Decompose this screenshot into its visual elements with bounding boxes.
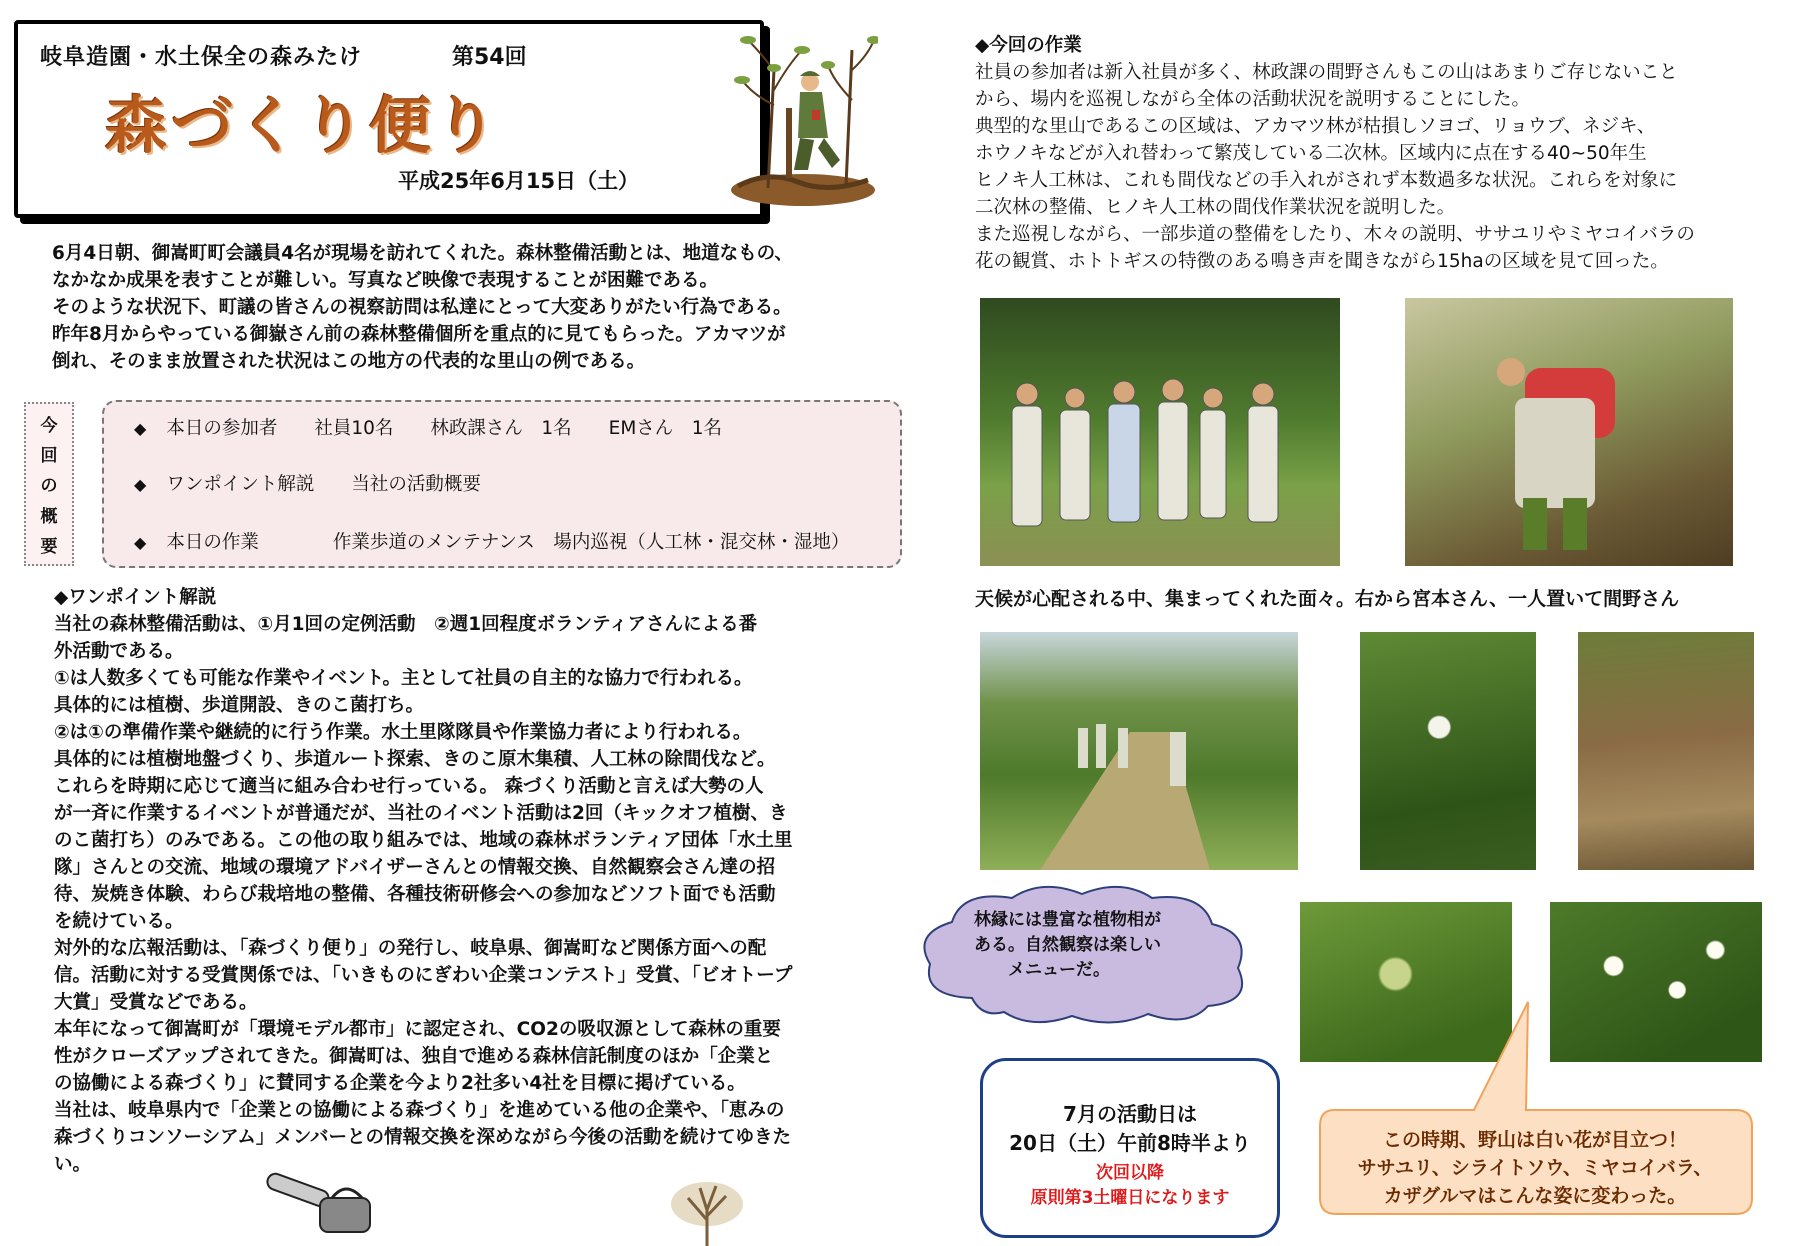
onepoint-line: 森づくりコンソーシアム」メンバーとの情報交換を深めながら今後の活動を続けてゆきた bbox=[54, 1127, 792, 1148]
onepoint-heading: ◆ワンポイント解説 bbox=[54, 587, 217, 608]
diamond-bullet-icon: ◆ bbox=[134, 475, 147, 494]
issue-number: 第54回 bbox=[452, 45, 527, 70]
callout-text bbox=[1320, 1126, 1750, 1210]
work-line: 二次林の整備、ヒノキ人工林の間伐作業状況を説明した。 bbox=[975, 197, 1456, 218]
trail-walk-photo bbox=[980, 632, 1298, 870]
series-title: 岐阜造園・水土保全の森みたけ bbox=[40, 45, 363, 70]
next-activity-datetime: 20日（土）午前8時半より bbox=[1009, 1131, 1251, 1155]
issue-date: 平成25年6月15日（土） bbox=[398, 169, 640, 193]
callout-line: カザグルマはこんな姿に変わった。 bbox=[1383, 1185, 1687, 1207]
overview-row-text: 本日の参加者 社員10名 林政課さん 1名 EMさん 1名 bbox=[166, 418, 723, 439]
onepoint-line: が一斉に作業するイベントが普通だが、当社のイベント活動は2回（キックオフ植樹、き bbox=[54, 803, 788, 824]
work-line: ホウノキなどが入れ替わって繁茂している二次林。区域内に点在する40~50年生 bbox=[975, 143, 1647, 164]
trail-figures bbox=[980, 632, 1298, 870]
overview-row-work bbox=[134, 528, 849, 554]
overview-label-char: の bbox=[40, 476, 58, 497]
next-activity-heading: 7月の活動日は bbox=[1063, 1102, 1197, 1126]
work-heading: ◆今回の作業 bbox=[975, 35, 1082, 56]
digging-photo bbox=[1405, 298, 1733, 566]
intro-paragraph bbox=[52, 240, 932, 375]
intro-line: そのような状況下、町議の皆さんの視察訪問は私達にとって大変ありがたい行為である。 bbox=[52, 297, 792, 318]
overview-label-char: 概 bbox=[40, 506, 58, 527]
onepoint-line: のこ菌打ち）のみである。この他の取り組みでは、地域の森林ボランティア団体「水土里 bbox=[54, 830, 793, 851]
onepoint-section bbox=[54, 584, 914, 1178]
tree-icon bbox=[664, 1176, 750, 1246]
onepoint-line: 具体的には植樹、歩道開設、きのこ菌打ち。 bbox=[54, 695, 425, 716]
onepoint-line: の協働による森づくり」に賛同する企業を今より2社多い4社を目標に掲げている。 bbox=[54, 1073, 746, 1094]
onepoint-line: を続けている。 bbox=[54, 911, 184, 932]
onepoint-line: い。 bbox=[54, 1154, 92, 1175]
intro-line: 倒れ、そのまま放置された状況はこの地方の代表的な里山の例である。 bbox=[52, 351, 646, 372]
work-line: 典型的な里山であるこの区域は、アカマツ林が枯損しソヨゴ、リョウブ、ネジキ、 bbox=[975, 116, 1656, 137]
onepoint-line: 外活動である。 bbox=[54, 641, 184, 662]
overview-label-char: 要 bbox=[40, 537, 58, 558]
worker-figure bbox=[1405, 298, 1733, 566]
next-activity-note: 原則第3土曜日になります bbox=[1030, 1188, 1230, 1208]
cloud-line: 林縁には豊富な植物相が bbox=[974, 910, 1161, 930]
onepoint-line: 本年になって御嵩町が「環境モデル都市」に認定され、CO2の吸収源として森林の重要 bbox=[54, 1019, 781, 1040]
overview-row-participants bbox=[134, 414, 722, 440]
diamond-bullet-icon: ◆ bbox=[134, 419, 147, 438]
intro-line: 昨年8月からやっている御嶽さん前の森林整備個所を重点的に見てもらった。アカマツが bbox=[52, 324, 786, 345]
intro-line: 6月4日朝、御嵩町町会議員4名が現場を訪れてくれた。森林整備活動とは、地道なもの、 bbox=[52, 243, 793, 264]
onepoint-line: 当社は、岐阜県内で「企業との協働による森づくり」を進めている他の企業や、「恵みの bbox=[54, 1100, 785, 1121]
work-line: 花の観賞、ホトトギスの特徴のある鳴き声を聞きながら15haの区域を見て回った。 bbox=[975, 251, 1669, 272]
onepoint-line: これらを時期に応じて適当に組み合わせ行っている。 森づくり活動と言えば大勢の人 bbox=[54, 776, 764, 797]
onepoint-line: 性がクローズアップされてきた。御嵩町は、独自で進める森林信託制度のほか「企業と bbox=[54, 1046, 774, 1067]
onepoint-line: 具体的には植樹地盤づくり、歩道ルート探索、きのこ原木集積、人工林の除間伐など。 bbox=[54, 749, 776, 770]
forester-illustration bbox=[728, 10, 878, 210]
work-line: 社員の参加者は新入社員が多く、林政課の間野さんもこの山はあまりご存じないこと bbox=[975, 62, 1678, 83]
overview-row-text: ワンポイント解説 当社の活動概要 bbox=[166, 474, 481, 495]
group-photo-caption: 天候が心配される中、集まってくれた面々。右から宮本さん、一人置いて間野さん bbox=[975, 588, 1680, 610]
overview-row-onepoint bbox=[134, 470, 481, 496]
overview-label bbox=[24, 402, 74, 566]
overview-label-char: 回 bbox=[40, 446, 58, 467]
cloud-text bbox=[974, 908, 1214, 983]
overview-row-text: 本日の作業 作業歩道のメンテナンス 場内巡視（人工林・混交林・湿地） bbox=[166, 532, 850, 553]
onepoint-line: ②は①の準備作業や継続的に行う作業。水土里隊隊員や作業協力者により行われる。 bbox=[54, 722, 752, 743]
group-photo bbox=[980, 298, 1340, 566]
onepoint-line: 大賞」受賞などである。 bbox=[54, 992, 258, 1013]
group-figures bbox=[980, 298, 1340, 566]
white-flower-stalk-photo bbox=[1578, 632, 1754, 870]
onepoint-line: 待、炭焼き体験、わらび栽培地の整備、各種技術研修会への参加などソフト面でも活動 bbox=[54, 884, 776, 905]
onepoint-line: 隊」さんとの交流、地域の環境アドバイザーさんとの情報交換、自然観察会さん達の招 bbox=[54, 857, 776, 878]
onepoint-line: ①は人数多くても可能な作業やイベント。主として社員の自主的な協力で行われる。 bbox=[54, 668, 753, 689]
work-line: ヒノキ人工林は、これも間伐などの手入れがされず本数過多な状況。これらを対象に bbox=[975, 170, 1678, 191]
work-section bbox=[975, 32, 1795, 275]
onepoint-line: 信。活動に対する受賞関係では、「いきものにぎわい企業コンテスト」受賞、「ビオトープ bbox=[54, 965, 793, 986]
next-activity-note: 次回以降 bbox=[1096, 1163, 1164, 1183]
callout-line: ササユリ、シライトソウ、ミヤコイバラ、 bbox=[1357, 1157, 1713, 1179]
overview-box bbox=[102, 400, 902, 568]
diamond-bullet-icon: ◆ bbox=[134, 533, 147, 552]
lily-photo bbox=[1360, 632, 1536, 870]
cloud-line: ある。自然観察は楽しい bbox=[974, 935, 1161, 955]
intro-line: なかなか成果を表すことが難しい。写真など映像で表現することが困難である。 bbox=[52, 270, 719, 291]
callout-line: この時期、野山は白い花が目立つ！ bbox=[1382, 1129, 1687, 1151]
chainsaw-icon bbox=[262, 1168, 386, 1242]
cloud-line: メニューだ。 bbox=[974, 960, 1110, 980]
work-line: また巡視しながら、一部歩道の整備をしたり、木々の説明、ササユリやミヤコイバラの bbox=[975, 224, 1695, 245]
onepoint-line: 対外的な広報活動は、「森づくり便り」の発行し、岐阜県、御嵩町など関係方面への配 bbox=[54, 938, 767, 959]
work-line: から、場内を巡視しながら全体の活動状況を説明することにした。 bbox=[975, 89, 1531, 110]
onepoint-line: 当社の森林整備活動は、①月1回の定例活動 ②週1回程度ボランティアさんによる番 bbox=[54, 614, 758, 635]
overview-label-char: 今 bbox=[40, 415, 58, 436]
masthead-title: 森づくり便り bbox=[105, 89, 502, 162]
